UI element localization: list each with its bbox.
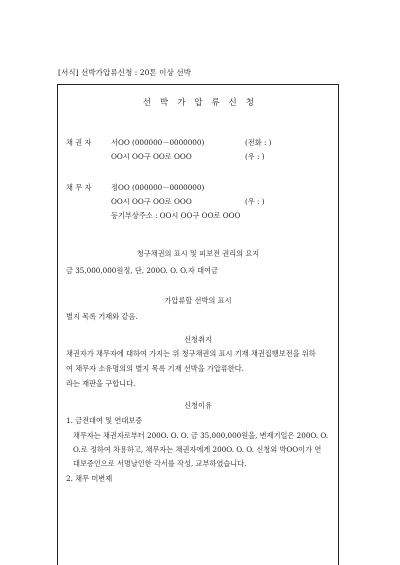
- reason-item-line: 채무자는 채권자로부터 200O. O. O. 금 35,000,000원을, 변제기일은 200O. O.: [73, 431, 329, 440]
- debtor-label: 채 무 자: [66, 183, 92, 192]
- document-title: 선 박 가 압 류 신 청: [142, 97, 258, 107]
- property-heading: 가압류할 선박의 표시: [164, 296, 232, 305]
- purpose-line: 라는 재판을 구합니다.: [66, 379, 136, 388]
- reason-item-line: O.로 정하여 차용하고, 채무자는 채권자에게 200O. O. O. 신청외 박OO이가 연: [73, 445, 322, 454]
- form-frame: [57, 84, 339, 565]
- purpose-heading: 신청취지: [184, 335, 212, 344]
- form-caption: [서식] 선박가압류신청 : 20톤 이상 선박: [58, 68, 191, 77]
- debtor-registry-address: 등기부상주소 : OO시 OO구 OO로 OOO: [111, 211, 241, 220]
- reason-item-title: 1. 금전대여 및 연대보증: [66, 416, 143, 425]
- reason-heading: 신청이유: [184, 401, 212, 410]
- claim-text: 금 35,000,000원정, 단, 200O. O. O.자 대여금: [66, 266, 218, 275]
- creditor-name: 서OO (000000－0000000): [111, 138, 205, 147]
- reason-item-title: 2. 채무 미변제: [66, 474, 113, 483]
- purpose-line: 채권자가 채무자에 대하여 가지는 위 청구채권의 표시 기재 채권집행보전을 위하: [66, 349, 316, 358]
- debtor-address: OO시 OO구 OO로 OOO: [111, 197, 192, 206]
- purpose-line: 여 채무자 소유명의의 별지 목록 기재 선박을 가압류한다.: [66, 364, 244, 373]
- creditor-phone: (전화 : ): [245, 138, 272, 147]
- reason-item-line: 대보증인으로 서명날인한 각서를 작성, 교부하였습니다.: [73, 459, 247, 468]
- property-text: 별지 목록 기재와 같음.: [66, 312, 138, 321]
- creditor-address: OO시 OO구 OO로 OOO: [111, 152, 192, 161]
- debtor-zip: (우 : ): [245, 197, 265, 206]
- debtor-name: 정OO (000000－0000000): [111, 183, 205, 192]
- creditor-zip: (우 : ): [245, 152, 265, 161]
- creditor-label: 채 권 자: [66, 138, 92, 147]
- claim-heading: 청구채권의 표시 및 피보전 권리의 요지: [136, 249, 260, 258]
